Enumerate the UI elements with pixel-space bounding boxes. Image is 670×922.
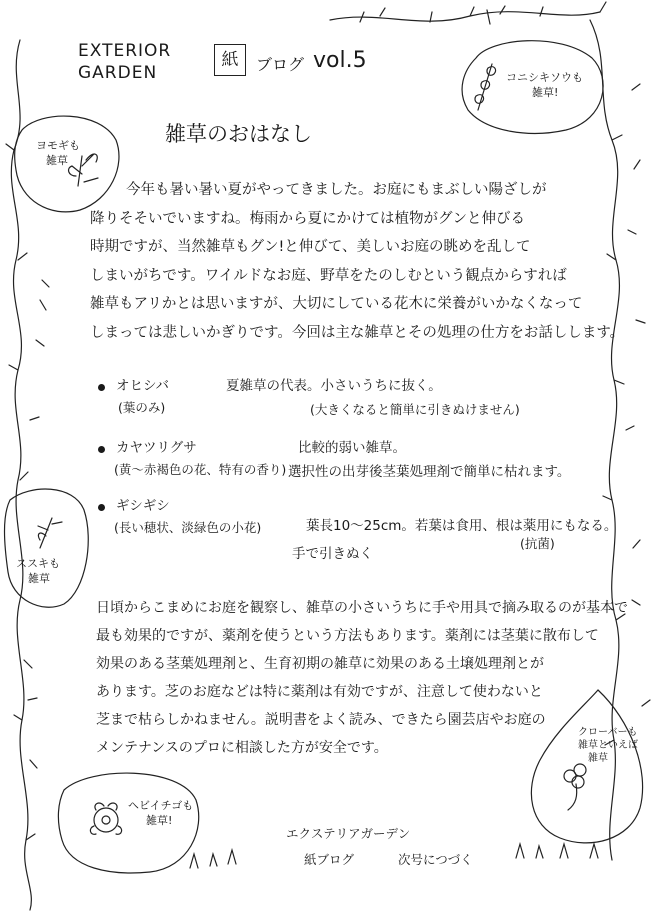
weed-description: 比較的弱い雑草。 — [298, 440, 406, 456]
weed-reading: (葉のみ) — [118, 400, 166, 415]
footer-brand: エクステリアガーデン — [286, 826, 411, 841]
body-line: メンテナンスのプロに相談した方が安全です。 — [96, 740, 388, 756]
intro-line: 降りそそいでいますね。梅雨から夏にかけては植物がグンと伸びる — [90, 210, 525, 227]
hebiichigo-flower-doodle — [90, 803, 121, 834]
bullet-dot — [98, 446, 105, 453]
body-line: 最も効果的ですが、薬剤を使うという方法もあります。薬剤には茎葉に散布して — [96, 628, 599, 644]
weed-reading: (黄〜赤褐色の花、特有の香り) — [114, 462, 287, 477]
intro-line: 雑草もアリかとは思いますが、大切にしている花木に栄養がいかなくなって — [90, 296, 583, 312]
body-line: 日頃からこまめにお庭を観察し、雑草の小さいうちに手や用具で摘み取るのが基本で — [96, 600, 628, 616]
weed-description: 夏雑草の代表。小さいうちに抜く。 — [226, 378, 442, 394]
bubble-mid-left-text — [16, 556, 88, 586]
weed-name: ギシギシ — [116, 498, 170, 514]
intro-line: しまっては悲しいかぎりです。今回は主な雑草とその処理の仕方をお話しします。 — [90, 324, 625, 341]
article-title: 雑草のおはなし — [165, 122, 312, 146]
volume-number: vol.5 — [313, 48, 367, 73]
weed-reading: (長い穂状、淡緑色の小花) — [114, 520, 262, 535]
bubble-line: 雑草 — [28, 572, 50, 585]
paper-stamp: 紙 — [214, 44, 246, 76]
treatment-paragraph — [96, 594, 628, 762]
bubble-line: クローバーも — [578, 727, 638, 738]
left-vine — [11, 40, 31, 910]
clover-doodle — [564, 764, 586, 810]
footer-next: 次号につづく — [398, 852, 473, 867]
left-thorns — [24, 280, 49, 768]
bullet-dot — [98, 384, 105, 391]
intro-line: 時期ですが、当然雑草もグン!と伸びて、美しいお庭の眺めを乱して — [90, 239, 531, 255]
susuki-doodle — [38, 518, 62, 548]
konishikisou-doodle — [475, 64, 496, 110]
bubble-line: ススキも — [16, 557, 60, 570]
bubble-line: 雑草 — [46, 154, 68, 167]
body-line: 芝まで枯らしかねません。説明書をよく読み、できたら園芸店やお庭の — [96, 712, 546, 728]
intro-line: しまいがちです。ワイルドなお庭、野草をたのしむという観点からすれば — [90, 267, 567, 284]
weed-description: 葉長10〜25cm。若葉は食用、根は薬用にもなる。 — [306, 518, 618, 534]
intro-paragraph — [90, 176, 625, 347]
weed-name: カヤツリグサ — [116, 440, 197, 456]
bubble-mid-left — [5, 489, 89, 607]
bubble-line: 雑草 — [588, 753, 608, 764]
grass-bottom-right — [516, 844, 598, 858]
bubble-top-right-text — [506, 70, 583, 100]
grass-bottom-left — [190, 850, 236, 868]
weed-note: (大きくなると簡単に引きぬけません) — [310, 402, 520, 417]
bullet-dot — [98, 504, 105, 511]
body-line: 効果のある茎葉処理剤と、生育初期の雑草に効果のある土壌処理剤とが — [96, 656, 544, 672]
brand-line-2: GARDEN — [78, 63, 158, 83]
weed-note: 手で引きぬく — [292, 546, 373, 562]
weed-tag: (抗菌) — [520, 536, 555, 551]
bubble-line: ヨモギも — [36, 139, 80, 152]
bubble-line: 雑草! — [532, 86, 559, 99]
bubble-line: 雑草といえば — [578, 740, 638, 751]
weed-note: 選択性の出芽後茎葉処理剤で簡単に枯れます。 — [288, 464, 571, 480]
right-thorns — [626, 84, 650, 706]
weed-name: オヒシバ — [116, 378, 170, 394]
bubble-line: ヘビイチゴも — [128, 799, 194, 812]
brand-line-1: EXTERIOR — [78, 41, 172, 61]
bubble-top-left-text — [36, 138, 80, 168]
bubble-line: 雑草! — [146, 814, 173, 827]
blog-label: ブログ — [256, 55, 305, 74]
top-vine — [330, 12, 600, 21]
bubble-line: コニシキソウも — [506, 71, 583, 84]
bubble-bottom-left-text — [128, 798, 194, 828]
brand-logo — [78, 40, 171, 84]
footer-blog: 紙ブログ — [304, 852, 355, 867]
intro-line: 今年も暑い暑い夏がやってきました。お庭にもまぶしい陽ざしが — [126, 182, 547, 198]
body-line: あります。芝のお庭などは特に薬剤は有効ですが、注意して使わないと — [96, 684, 543, 700]
